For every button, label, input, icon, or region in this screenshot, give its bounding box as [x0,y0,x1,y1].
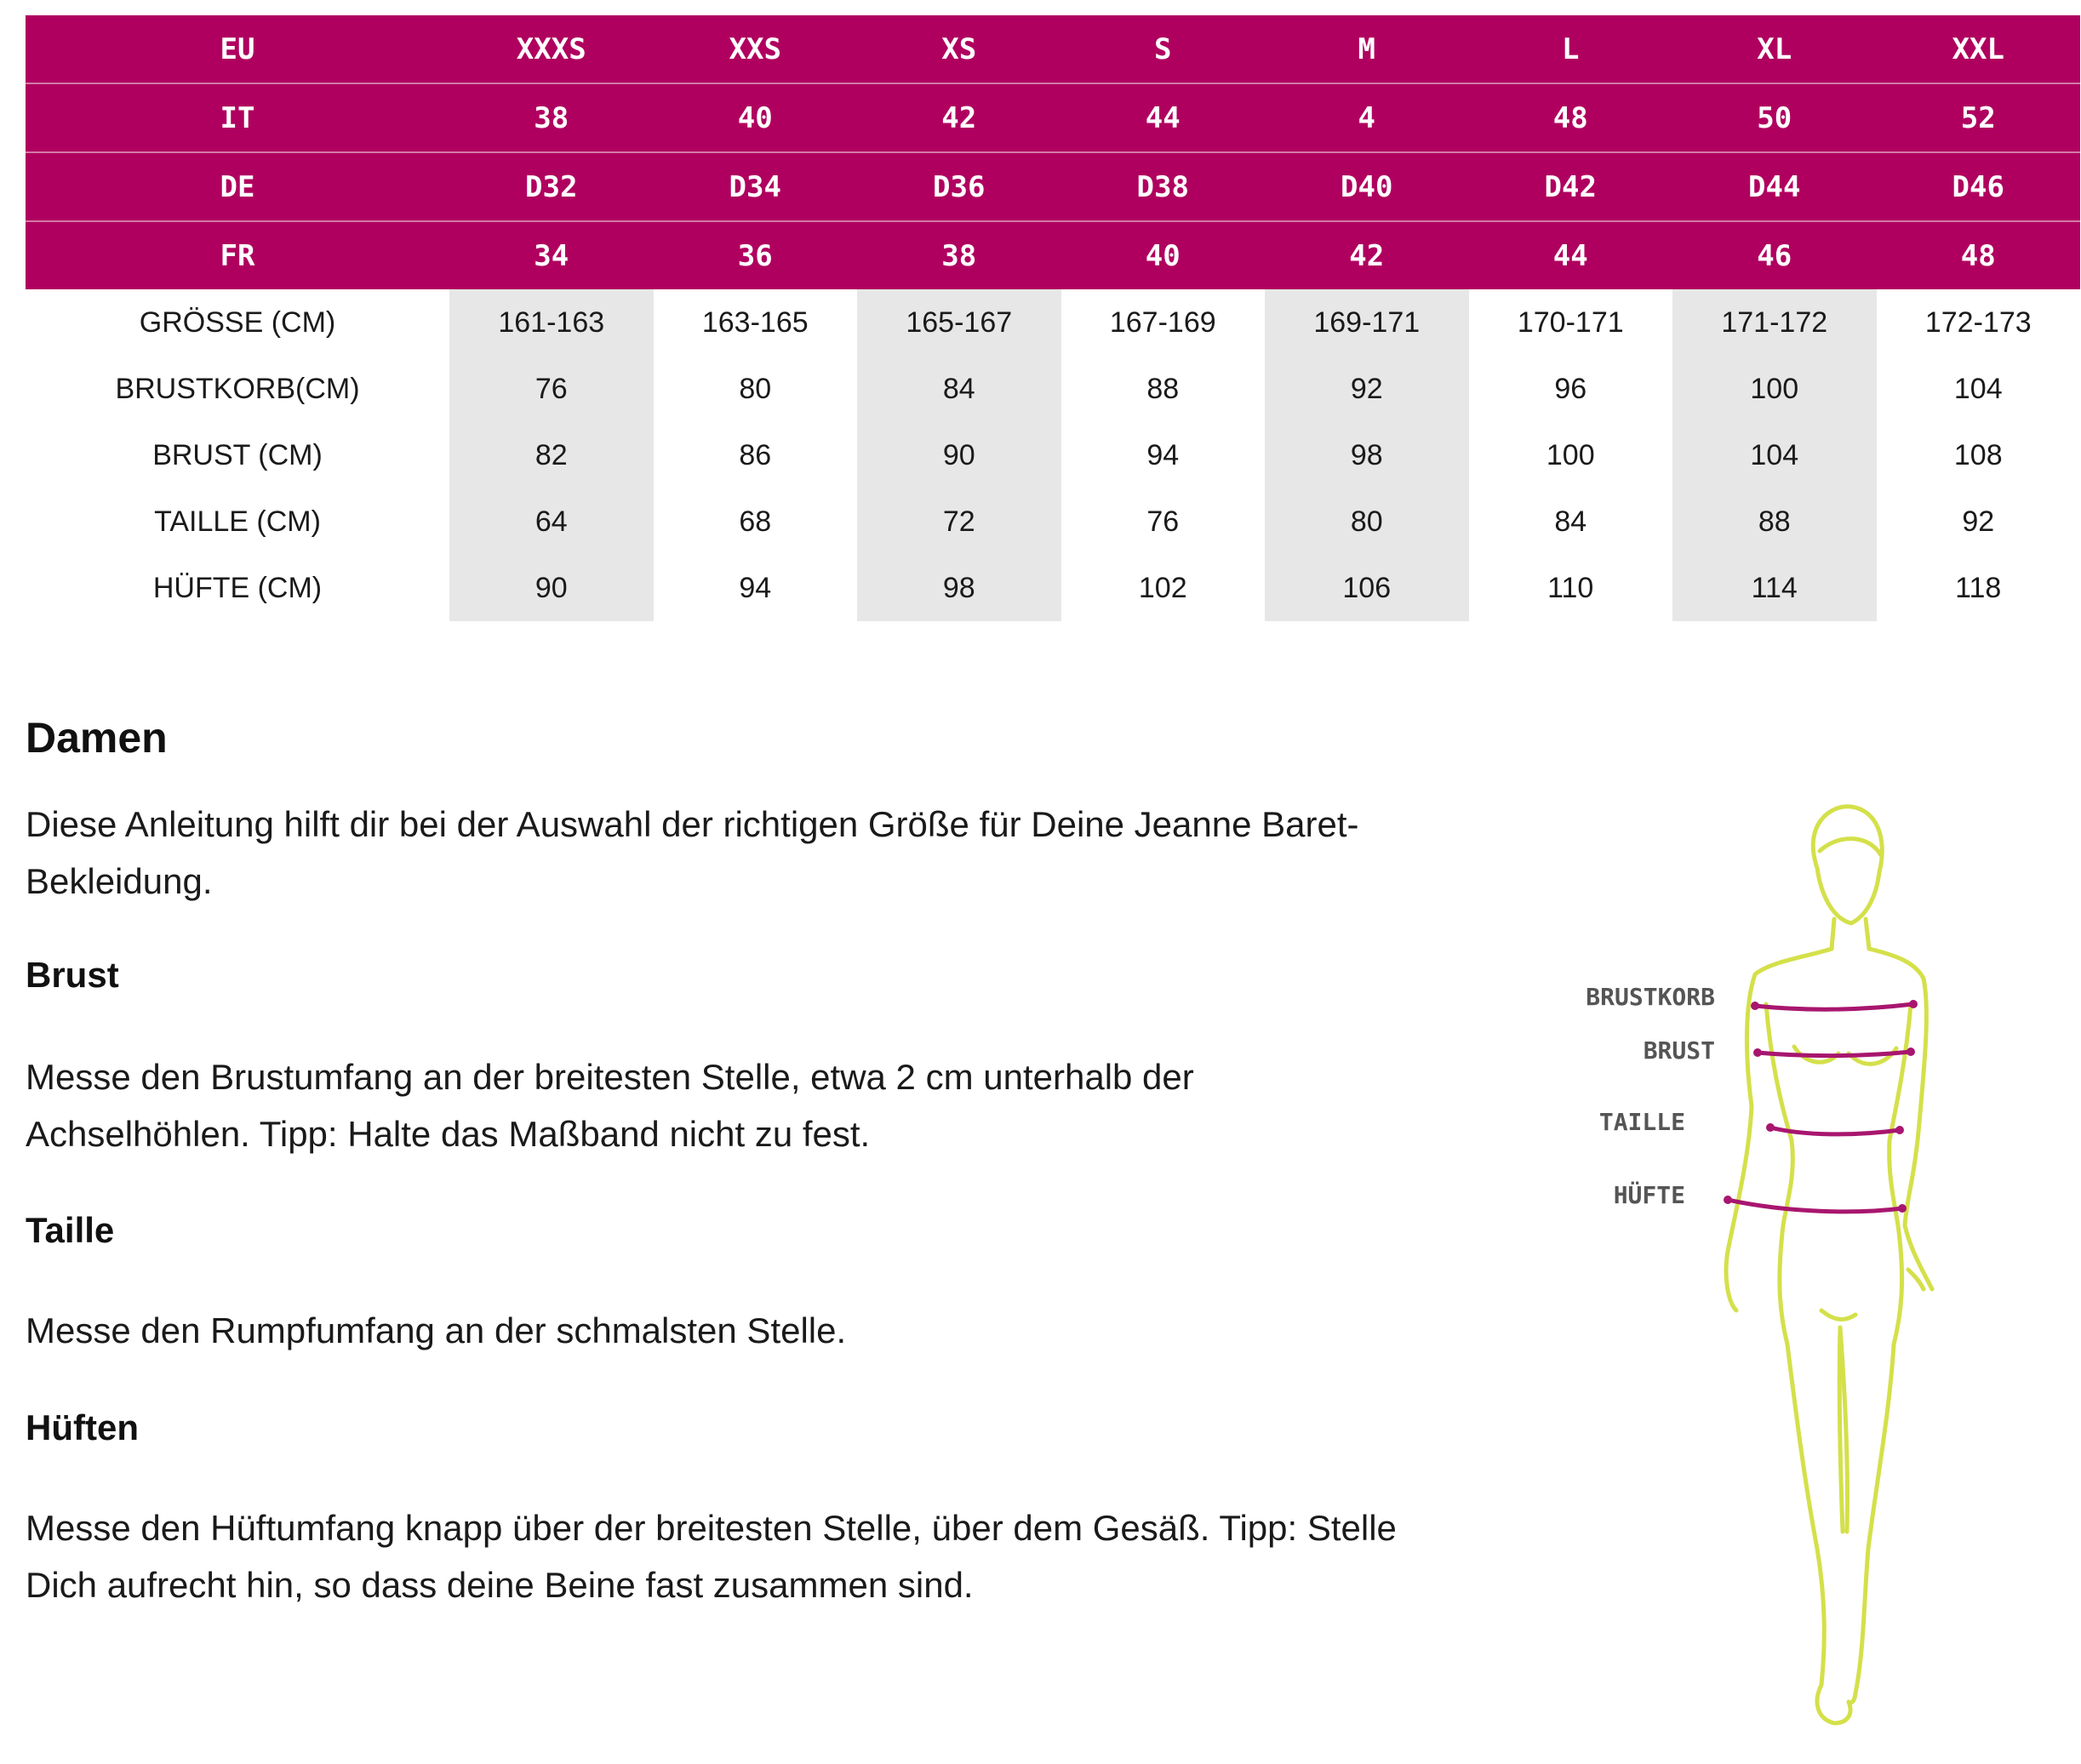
measurement-label: BRUST (CM) [152,438,323,471]
measurement-cell: 96 [1554,372,1587,405]
measurement-cell: 76 [1146,505,1180,538]
measurement-cell: 72 [857,488,1061,555]
size-header-cell: L [1469,15,1673,83]
size-header-cell: D36 [857,152,1061,221]
size-chart-table [26,15,2080,621]
figure-label-huefte: HÜFTE [1613,1181,1685,1209]
size-header-cell: 34 [449,221,654,289]
measurement-cell: 172-173 [1924,305,2032,339]
size-header-cell: 52 [1877,83,2081,152]
measurement-cell: 110 [1547,571,1594,604]
figure-label-brust: BRUST [1643,1036,1715,1065]
measurement-figure [1532,800,1958,1744]
size-header-row [26,15,2080,83]
measurement-cell: 106 [1265,555,1469,621]
size-header-cell: 44 [1061,83,1266,152]
size-header-row [26,221,2080,289]
measurement-cell: 104 [1953,372,2003,405]
size-header-cell: 38 [449,83,654,152]
measurement-cell: 80 [739,372,772,405]
measurement-cell: 170-171 [1517,305,1624,339]
measurement-cell: 86 [739,438,772,471]
size-header-cell: 48 [1877,221,2081,289]
measurement-cell: 94 [1146,438,1180,471]
intro-text: Diese Anleitung hilft dir bei der Auswahl der richtigen Größe für Deine Jeanne Baret-Bekleidung. [26,804,1359,901]
size-header-row [26,83,2080,152]
measurement-row [26,289,2080,356]
measurement-label: BRUSTKORB(CM) [115,372,360,405]
text-hueften: Messe den Hüftumfang knapp über der breitesten Stelle, über dem Gesäß. Tipp: Stelle Dich aufrecht hin, so dass deine Beine fast zusammen sind. [26,1508,1397,1605]
measurement-row [26,555,2080,621]
size-header-cell: XL [1672,15,1877,83]
measurement-cell: 100 [1546,438,1595,471]
size-system-label: FR [26,221,449,289]
size-header-cell: 42 [857,83,1061,152]
size-header-cell: D32 [449,152,654,221]
measurement-cell: 90 [857,422,1061,488]
measurement-cell: 169-171 [1265,289,1469,356]
measurement-label: TAILLE (CM) [154,505,321,538]
size-header-cell: 46 [1672,221,1877,289]
size-header-cell: S [1061,15,1266,83]
measurement-cell: 82 [449,422,654,488]
measurement-cell: 167-169 [1109,305,1216,339]
size-header-cell: D38 [1061,152,1266,221]
measurement-row [26,488,2080,555]
size-header-row [26,152,2080,221]
size-chart-body [26,15,2080,621]
text-brust: Messe den Brustumfang an der breitesten Stelle, etwa 2 cm unterhalb der Achselhöhlen. Tipp: Halte das Maßband nicht zu fest. [26,1057,1194,1154]
measurement-cell: 108 [1953,438,2003,471]
measurement-cell: 88 [1146,372,1180,405]
measurement-cell: 92 [1265,356,1469,422]
measurement-cell: 102 [1138,571,1187,604]
size-header-cell: D42 [1469,152,1673,221]
size-header-cell: XS [857,15,1061,83]
size-header-cell: XXXS [449,15,654,83]
size-header-cell: 42 [1265,221,1469,289]
measurement-cell: 104 [1672,422,1877,488]
measurement-cell: 165-167 [857,289,1061,356]
measurement-cell: 90 [449,555,654,621]
measurement-cell: 92 [1962,505,1995,538]
heading-hueften: Hüften [26,1407,139,1447]
measurement-cell: 80 [1265,488,1469,555]
text-taille: Messe den Rumpfumfang an der schmalsten Stelle. [26,1310,847,1350]
size-header-cell: XXL [1877,15,2081,83]
heading-brust: Brust [26,955,119,995]
size-header-cell: 44 [1469,221,1673,289]
measurement-cell: 76 [449,356,654,422]
measurement-cell: 100 [1672,356,1877,422]
measurement-cell: 114 [1672,555,1877,621]
measurement-cell: 84 [1554,505,1587,538]
measurement-cell: 98 [1265,422,1469,488]
measurement-cell: 68 [739,505,772,538]
size-system-label: DE [26,152,449,221]
measurement-cell: 118 [1955,571,2002,604]
figure-label-brustkorb: BRUSTKORB [1586,983,1715,1011]
size-header-cell: XXS [654,15,858,83]
size-header-cell: 40 [654,83,858,152]
size-header-cell: M [1265,15,1469,83]
size-header-cell: D46 [1877,152,2081,221]
size-header-cell: 36 [654,221,858,289]
heading-taille: Taille [26,1210,115,1250]
size-header-cell: 48 [1469,83,1673,152]
body-outline-illustration [1532,800,1958,1744]
measurement-cell: 64 [449,488,654,555]
size-header-cell: D34 [654,152,858,221]
size-header-cell: 50 [1672,83,1877,152]
measurement-cell: 94 [739,571,772,604]
size-system-label: IT [26,83,449,152]
measurement-cell: 163-165 [701,305,809,339]
section-title: Damen [26,714,168,762]
measurement-row [26,356,2080,422]
measurement-cell: 98 [857,555,1061,621]
size-header-cell: D44 [1672,152,1877,221]
measurement-label: HÜFTE (CM) [152,571,323,604]
measurement-cell: 88 [1672,488,1877,555]
measurement-cell: 171-172 [1672,289,1877,356]
size-header-cell: D40 [1265,152,1469,221]
measurement-label: GRÖSSE (CM) [139,305,336,339]
measurement-cell: 84 [857,356,1061,422]
size-system-label: EU [26,15,449,83]
figure-label-taille: TAILLE [1598,1108,1685,1136]
size-header-cell: 40 [1061,221,1266,289]
measurement-row [26,422,2080,488]
size-header-cell: 4 [1265,83,1469,152]
measurement-cell: 161-163 [449,289,654,356]
size-header-cell: 38 [857,221,1061,289]
